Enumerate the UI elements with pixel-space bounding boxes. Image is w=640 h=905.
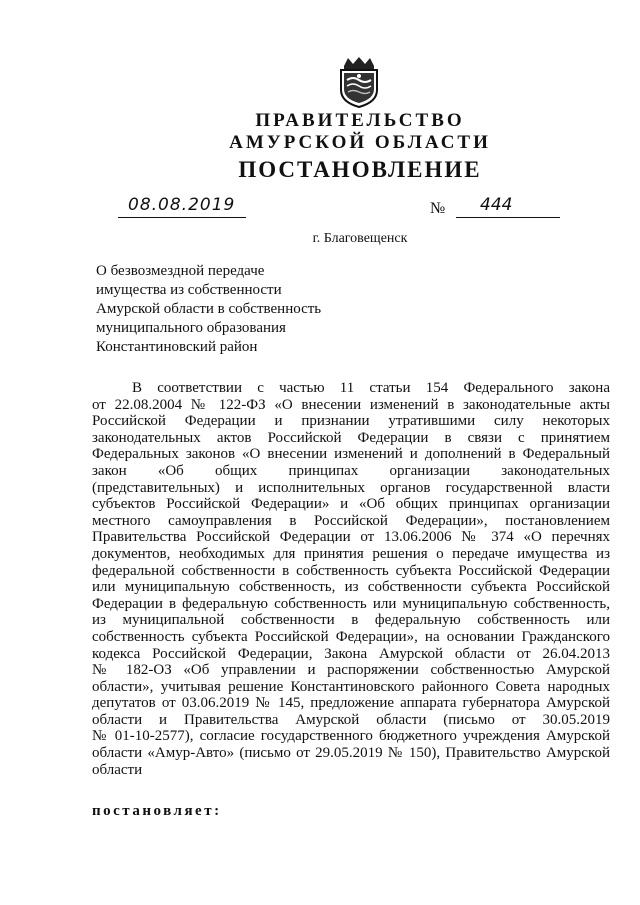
body-line: области (92, 761, 143, 778)
date-field (118, 197, 246, 218)
document-subject (96, 262, 321, 357)
subject-line: Константиновский район (96, 339, 258, 355)
body-line: Федеральных законов «О внесении изменений и дополнений в Федеральный (92, 446, 610, 463)
body-line: Федерации в федеральную собственность или муниципальную собственность, (92, 595, 610, 612)
decree-word: постановляет: (92, 803, 222, 819)
body-line: депутатов от 03.06.2019 № 145, предложение аппарата губернатора Амурской (92, 695, 610, 712)
body-line: документов, необходимых для принятия решения о передаче имущества из (92, 545, 610, 562)
body-line: от 22.08.2004 № 122-ФЗ «О внесении изменений в законодательные акты (92, 396, 610, 413)
document-date: 08.08.2019 (128, 195, 236, 215)
document-number: 444 (480, 195, 513, 215)
body-line: В соответствии с частью 11 статьи 154 Федерального закона (132, 380, 610, 396)
subject-line: О безвозмездной передаче (96, 263, 265, 279)
body-line: местного самоуправления в Российской Федерации», постановлением (92, 512, 610, 529)
number-sign: № (430, 200, 446, 217)
body-line: кодекса Российской Федерации, Закона Амурской области от 26.04.2013 (92, 645, 610, 662)
number-field (456, 197, 560, 218)
city: г. Благовещенск (312, 231, 408, 246)
government-name: ПРАВИТЕЛЬСТВО (255, 110, 465, 131)
body-line: субъектов Российской Федерации» и «Об общих принципах организации (92, 496, 610, 513)
body-line: закон «Об общих принципах организации законодательных (92, 462, 610, 479)
subject-line: Амурской области в собственность (96, 301, 322, 317)
subject-line: имущества из собственности (96, 282, 282, 298)
body-line: из муниципальной собственности в федеральную собственность или (92, 612, 610, 629)
body-line: (представительных) и исполнительных органов государственной власти (92, 479, 610, 496)
body-line: законодательных актов Российской Федерации в связи с принятием (92, 429, 610, 446)
body-line: федеральной собственности в собственность субъекта Российской Федерации (92, 562, 610, 579)
body-line: Российской Федерации и признании утратившими силу некоторых (92, 413, 610, 430)
body-line: области «Амур-Авто» (письмо от 29.05.2019 № 150), Правительство Амурской (92, 745, 610, 762)
body-line: области», учитывая решение Константиновского районного Совета народных (92, 678, 610, 695)
body-line: Правительства Российской Федерации от 13.06.2006 № 374 «О перечнях (92, 529, 610, 546)
subject-line: муниципального образования (96, 320, 286, 336)
preamble-paragraph (92, 380, 610, 778)
document-type: ПОСТАНОВЛЕНИЕ (238, 157, 482, 182)
body-line: № 01-10-2577), согласие государственного бюджетного учреждения Амурской (92, 728, 610, 745)
region-name: АМУРСКОЙ ОБЛАСТИ (229, 132, 491, 153)
body-line: области и Правительства Амурской области (письмо от 30.05.2019 (92, 711, 610, 728)
body-line: № 182-ОЗ «Об управлении и распоряжении собственностью Амурской (92, 662, 610, 679)
amur-coat-of-arms-icon (336, 56, 382, 108)
body-line: собственность субъекта Российской Федерации», на основании Гражданского (92, 628, 610, 645)
body-line: или муниципальную собственность, из собственности субъекта Российской (92, 579, 610, 596)
